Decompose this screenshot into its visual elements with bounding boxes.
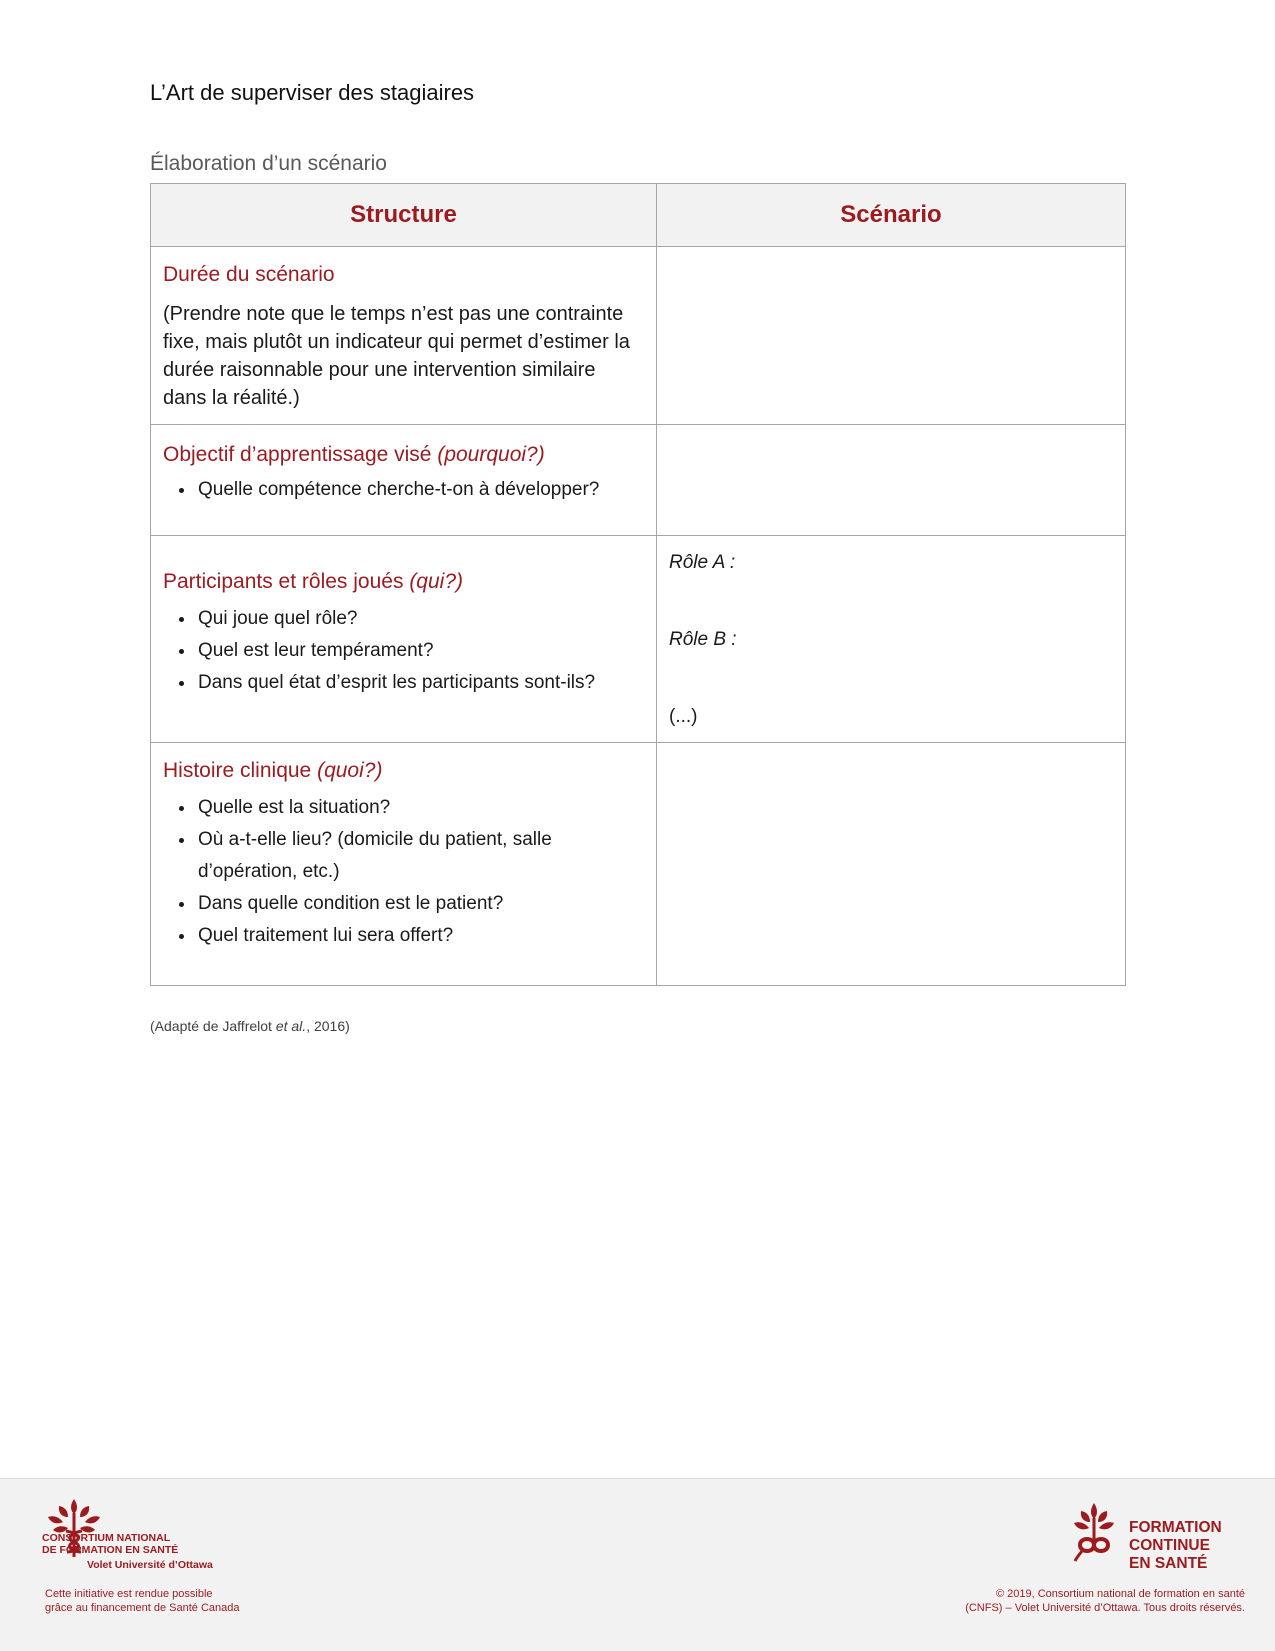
- list-item: • Dans quel état d’esprit les participants sont-ils?: [196, 667, 644, 699]
- list-item: • Quel traitement lui sera offert?: [196, 920, 644, 952]
- funding-line-1: Cette initiative est rendue possible: [45, 1588, 213, 1600]
- table-title: Élaboration d’un scénario: [150, 152, 387, 175]
- row-heading-question: (pourquoi?): [437, 443, 545, 466]
- scenario-cell[interactable]: [657, 536, 1126, 743]
- scenario-cell[interactable]: [657, 743, 1126, 986]
- structure-cell: [151, 536, 657, 743]
- funding-line-2: grâce au financement de Santé Canada: [45, 1602, 240, 1614]
- copyright-line-1: © 2019, Consortium national de formation en santé: [995, 1588, 1245, 1600]
- list-item: • Dans quelle condition est le patient?: [196, 888, 644, 920]
- list-item: • Quel est leur tempérament?: [196, 635, 644, 667]
- right-logo-line-3: EN SANTÉ: [1129, 1555, 1208, 1572]
- table-row: [151, 743, 1126, 986]
- scenario-cell[interactable]: [657, 425, 1126, 536]
- row-heading: [163, 758, 644, 784]
- row-heading-text: Histoire clinique: [163, 759, 312, 782]
- header-structure: Structure: [151, 184, 657, 247]
- left-logo-line-1: CONSORTIUM NATIONAL: [42, 1532, 171, 1544]
- source-italic: et al.: [275, 1018, 307, 1034]
- row-heading-text: Durée du scénario: [163, 263, 335, 286]
- structure-cell: [151, 743, 657, 986]
- role-a-label: Rôle A :: [669, 552, 736, 573]
- header-scenario: Scénario: [657, 184, 1126, 247]
- copyright-line-2: (CNFS) – Volet Université d’Ottawa. Tous droits réservés.: [965, 1602, 1245, 1614]
- leaf-knot-icon: [1072, 1501, 1116, 1563]
- left-logo-line-2: DE FORMATION EN SANTÉ: [42, 1544, 179, 1556]
- source-suffix: , 2016): [306, 1018, 350, 1034]
- row-heading-text: Participants et rôles joués: [163, 570, 404, 593]
- table-header-row: [151, 184, 1126, 247]
- table-row: [151, 536, 1126, 743]
- list-item: • Quelle est la situation?: [196, 792, 644, 824]
- list-item: • Qui joue quel rôle?: [196, 603, 644, 635]
- more-roles-label: (...): [669, 706, 698, 727]
- bullet-list: [163, 792, 644, 952]
- bullet-list: [163, 603, 644, 699]
- page-footer: [0, 1478, 1275, 1651]
- row-heading-question: (quoi?): [317, 759, 383, 782]
- row-heading: [163, 569, 644, 595]
- row-paragraph: (Prendre note que le temps n’est pas une contrainte fixe, mais plutôt un indicateur qui permet d’estimer la durée raisonnable pour une intervention similaire dans la réalité.): [163, 303, 630, 409]
- bullet-list: [163, 474, 644, 506]
- row-heading: [163, 442, 644, 468]
- row-heading-text: Objectif d’apprentissage visé: [163, 443, 432, 466]
- table-row: [151, 247, 1126, 425]
- scenario-table: [150, 183, 1126, 986]
- row-heading: [163, 262, 644, 288]
- document-title: L’Art de superviser des stagiaires: [150, 80, 475, 105]
- right-logo-line-2: CONTINUE: [1129, 1537, 1210, 1554]
- list-item: • Où a-t-elle lieu? (domicile du patient, salle d’opération, etc.): [196, 824, 644, 888]
- structure-cell: [151, 425, 657, 536]
- scenario-cell[interactable]: [657, 247, 1126, 425]
- table-row: [151, 425, 1126, 536]
- right-logo-line-1: FORMATION: [1129, 1519, 1222, 1536]
- source-prefix: (Adapté de Jaffrelot: [150, 1018, 276, 1034]
- list-item: • Quelle compétence cherche-t-on à développer?: [196, 474, 644, 506]
- source-citation: [150, 1018, 350, 1034]
- row-heading-question: (qui?): [409, 570, 464, 593]
- role-b-label: Rôle B :: [669, 629, 737, 650]
- structure-cell: [151, 247, 657, 425]
- left-logo-line-3: Volet Université d’Ottawa: [87, 1559, 213, 1571]
